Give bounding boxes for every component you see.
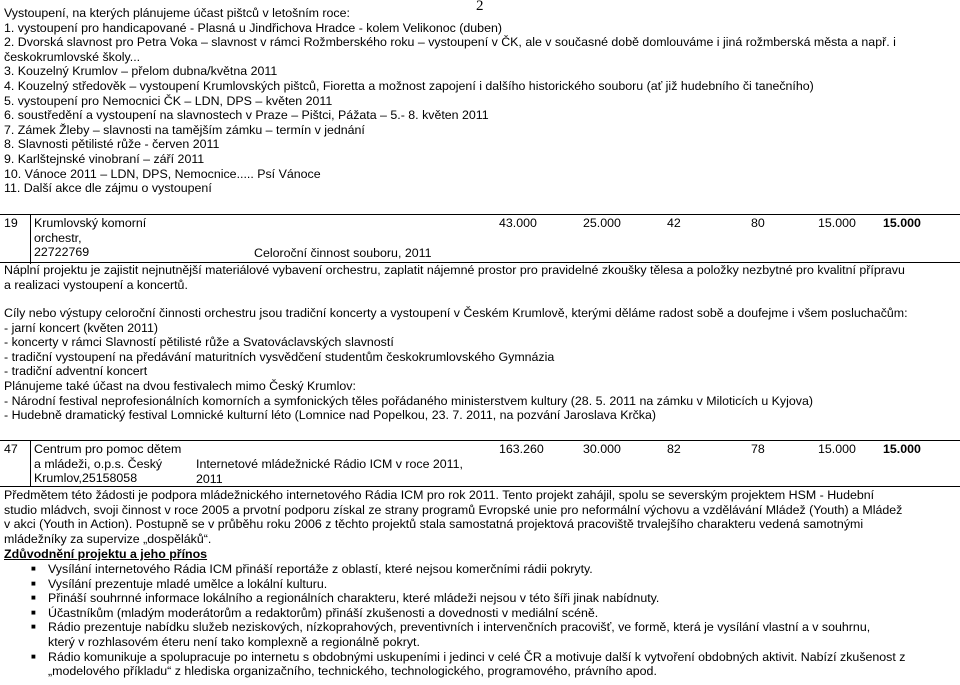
justification-list: [4, 562, 956, 679]
row19-project: Celoroční činnost souboru, 2011: [254, 246, 432, 260]
row19-score2: 80: [751, 216, 765, 230]
row47-score2: 78: [751, 442, 765, 456]
row47-recommended: 30.000: [583, 442, 621, 456]
table-rule: [0, 440, 960, 441]
goal-line: Plánujeme také účast na dvou festivalech mimo Český Krumlov:: [4, 378, 356, 393]
list-item: 1. vystoupení pro handicapované - Plasná u Jindřichova Hradce - kolem Velikonoc (duben): [4, 20, 502, 35]
row19-applicant: Krumlovský komorní orchestr, 22722769: [34, 216, 147, 260]
table-rule: [30, 214, 31, 264]
performances-list: [4, 6, 956, 196]
table-rule: [30, 440, 31, 486]
list-item: ■ Rádio komunikuje a spolupracuje po internetu s obdobnými uskupeními i jedinci v celé ČR a motivuje další k vytvoření obdobných aktivit. Nabízí zkušenost z „modelového příkladu“ z hlediska organizačního, technického, technologického, programového, právního apod.: [4, 650, 956, 679]
list-item: ■ Účastníkům (mladým moderátorům a redaktorům) přináší zkušenosti a dovednosti v mediální scéně.: [4, 606, 956, 621]
goal-line: - tradiční vystoupení na předávání maturitních vysvědčení studentům českokrumlovského Gymnázia: [4, 349, 555, 364]
list-item: 11. Další akce dle zájmu o vystoupení: [4, 181, 212, 196]
row19-requested: 43.000: [499, 216, 537, 230]
list-item: ■ Vysílání prezentuje mladé umělce a lokální kulturu.: [4, 577, 956, 592]
row19-number: 19: [4, 216, 18, 230]
table-rule: [0, 486, 960, 487]
list-item: 5. vystoupení pro Nemocnici ČK – LDN, DPS – květen 2011: [4, 93, 333, 108]
row47-description: Předmětem této žádosti je podpora mládežnického internetového Rádia ICM pro rok 2011. Tento projekt zahájil, spolu se severským projektem HSM - Hudební studio mládvch, svoji činnost v roce 2005 a prvotní podporu získal ze strany programů Evropské unie pro neformální výchovu a vzdělávání Mládež (Youth) a Mládež v akci (Youth in Action). Postupně se v průběhu roku 2006 z těchto projektů stala samostatná projektová pracoviště trvalejšího charakteru vedená samotnými mládežníky za supervize „dospěláků“.: [4, 488, 903, 546]
row19-goals: [4, 306, 956, 423]
goal-line: - tradiční adventní koncert: [4, 364, 148, 379]
list-item: 9. Karlštejnské vinobraní – září 2011: [4, 151, 205, 166]
page-number: 2: [476, 0, 484, 14]
list-item: 4. Kouzelný středověk – vystoupení Krumlovských pištců, Fioretta a možnost zapojení i dalšího historického souboru (ať již hudebního či tanečního): [4, 78, 814, 93]
table-rule: [0, 214, 960, 215]
list-item: 10. Vánoce 2011 – LDN, DPS, Nemocnice..... Psí Vánoce: [4, 166, 321, 181]
row47-proposed: 15.000: [818, 442, 856, 456]
list-item: 7. Zámek Žleby – slavnosti na tamějším zámku – termín v jednání: [4, 122, 365, 137]
row19-description: Náplní projektu je zajistit nejnutnější materiálové vybavení orchestru, zaplatit nájemné prostor pro pravidelné zkoušky tělesa a položky nezbytné pro kvalitní přípravu a realizaci vystoupení a koncertů.: [4, 263, 905, 292]
goal-line: Cíly nebo výstupy celoroční činnosti orchestru jsou tradiční koncerty a vystoupení v Českém Krumlově, kterými děláme radost sobě a doufejme i všem posluchačům:: [4, 306, 908, 320]
row47-applicant: Centrum pro pomoc dětem a mládeži, o.p.s. Český Krumlov,25158058: [34, 442, 182, 486]
goal-line: - jarní koncert (květen 2011): [4, 320, 159, 335]
row19-recommended: 25.000: [583, 216, 621, 230]
list-item: českokrumlovské školy...: [4, 49, 141, 64]
row19-proposed: 15.000: [818, 216, 856, 230]
list-item: 8. Slavnosti pětilisté růže - červen 2011: [4, 137, 220, 152]
row19-score1: 42: [667, 216, 681, 230]
list-item: 2. Dvorská slavnost pro Petra Voka – slavnost v rámci Rožmberského roku – vystoupení v ČK, ale v současné době domlouváme i jiná rožmberská města a např. i: [4, 35, 896, 50]
row47-approved: 15.000: [883, 442, 921, 456]
list-item: 6. soustředění a vystoupení na slavnostech v Praze – Pištci, Pážata – 5.- 8. květen 2011: [4, 108, 489, 123]
list-item: 3. Kouzelný Krumlov – přelom dubna/května 2011: [4, 64, 278, 79]
performances-heading: Vystoupení, na kterých plánujeme účast pištců v letošním roce:: [4, 6, 350, 20]
justification-heading: Zdůvodnění projektu a jeho přínos: [4, 547, 208, 561]
goal-line: - koncerty v rámci Slavností pětilisté růže a Svatováclavských slavností: [4, 335, 394, 350]
row47-requested: 163.260: [499, 442, 544, 456]
goal-line: - Národní festival neprofesionálních komorních a symfonických těles pořádaného ministerstvem kultury (28. 5. 2011 na zámku v Miloticích u Kyjova): [4, 393, 813, 408]
list-item: ■ Rádio prezentuje nabídku služeb neziskových, nízkoprahových, preventivních i intervenčních pracovišť, ve formě, která je vysílání vlastní a v souhrnu, který v rozhlasovém éteru není tako komplexně a regionálně pokryt.: [4, 620, 956, 649]
list-item: ■ Přináší souhrnné informace lokálního a regionálních charakteru, které mládeži nejsou v této šíři jinak nabídnuty.: [4, 591, 956, 606]
list-item: ■ Vysílání internetového Rádia ICM přináší reportáže z oblastí, které nejsou komerčními rádii pokryty.: [4, 562, 956, 577]
row19-approved: 15.000: [883, 216, 921, 230]
row47-number: 47: [4, 442, 18, 456]
row47-project: Internetové mládežnické Rádio ICM v roce 2011, 2011: [196, 457, 463, 486]
goal-line: - Hudebně dramatický festival Lomnické kulturní léto (Lomnice nad Popelkou, 23. 7. 2011, na pozvání Jaroslava Krčka): [4, 408, 657, 423]
row47-score1: 82: [667, 442, 681, 456]
